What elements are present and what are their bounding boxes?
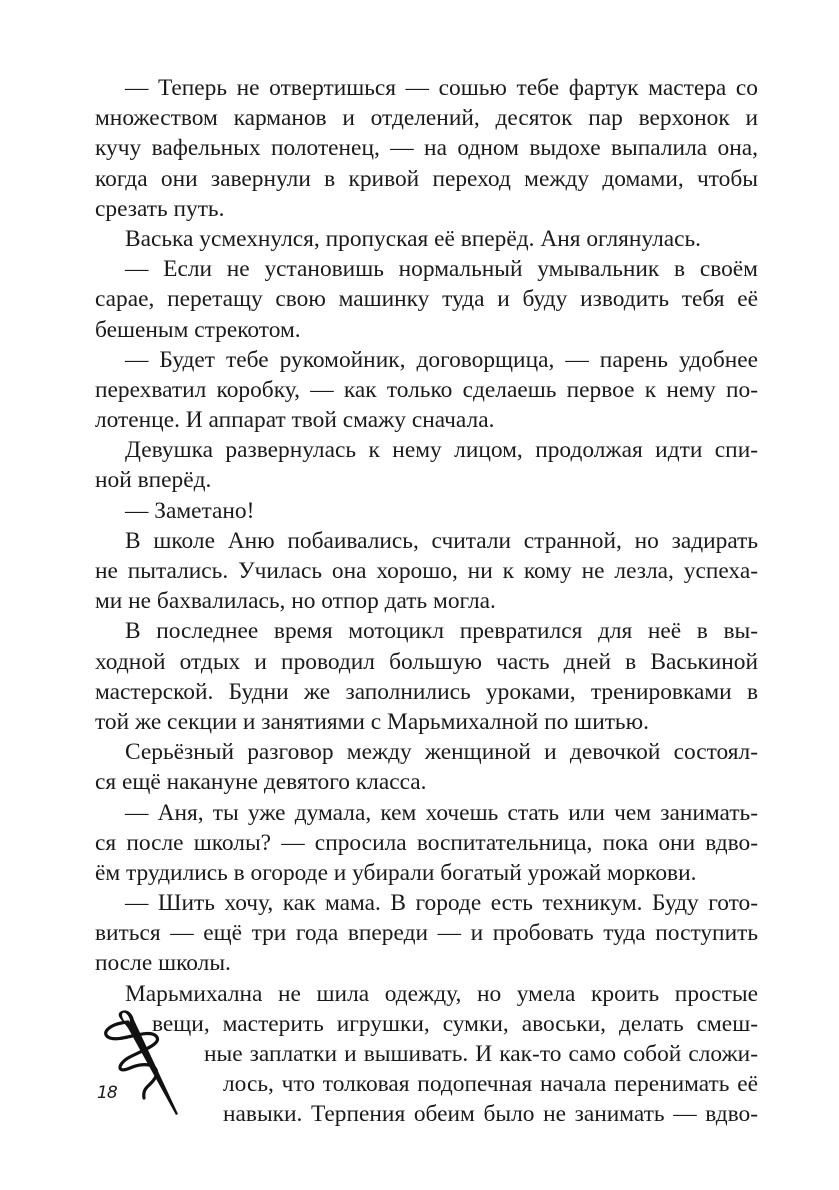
text-line: — Теперь не отвертишься — сошью тебе фартук мастера со — [125, 75, 758, 101]
text-line: В школе Аню побаивались, считали странной, но задирать — [125, 527, 758, 554]
text-line: ся после школы? — спросила воспитательница, пока они вдво- — [95, 829, 758, 856]
text-line: ся ещё накануне девятого класса. — [95, 769, 427, 796]
text-line: — Заметано! — [125, 497, 255, 524]
text-line: ные заплатки и вышивать. И как-то само собой сложи- — [204, 1041, 758, 1067]
text-line: В последнее время мотоцикл превратился для неё в вы- — [125, 618, 758, 645]
text-line: когда они завернули в кривой переход между домами, чтобы — [95, 165, 758, 192]
text-line: ми не бахвалилась, но отпор дать могла. — [95, 588, 496, 615]
text-line: кучу вафельных полотенец, — на одном выдохе выпалила она, — [95, 135, 758, 162]
text-line: — Шить хочу, как мама. В городе есть техникум. Буду гото- — [125, 890, 758, 917]
text-line: ной вперёд. — [95, 467, 212, 494]
text-line: не пытались. Училась она хорошо, ни к кому не лезла, успеха- — [95, 558, 758, 584]
text-line: бешеным стрекотом. — [95, 316, 301, 343]
body-text — [95, 73, 758, 1130]
page-number: 18 — [97, 1083, 117, 1103]
text-line: лотенце. И аппарат твой смажу сначала. — [95, 407, 495, 434]
text-line: Серьёзный разговор между женщиной и девочкой состоял- — [125, 739, 758, 766]
text-line: Девушка развернулась к нему лицом, продолжая идти спи- — [125, 437, 758, 464]
text-line: после школы. — [95, 950, 231, 977]
text-line: срезать путь. — [95, 195, 225, 222]
text-line: виться — ещё три года впереди — и пробовать туда поступить — [95, 920, 758, 947]
text-line: той же секции и занятиями с Марьмихалной по шитью. — [95, 708, 649, 735]
text-line: ходной отдых и проводил большую часть дней в Васькиной — [95, 648, 758, 675]
text-line: лось, что толковая подопечная начала перенимать её — [223, 1071, 758, 1098]
text-line: вещи, мастерить игрушки, сумки, авоськи, делать смеш- — [152, 1010, 758, 1037]
text-line: перехватил коробку, — как только сделаешь первое к нему по- — [95, 376, 758, 403]
text-line: множеством карманов и отделений, десяток пар верхонок и — [95, 105, 758, 132]
text-line: сарае, перетащу свою машинку туда и буду изводить тебя её — [95, 286, 758, 313]
text-line: ём трудились в огороде и убирали богатый урожай моркови. — [95, 859, 697, 886]
text-line: навыки. Терпения обеим было не занимать — вдво- — [223, 1101, 758, 1128]
text-line: — Будет тебе рукомойник, договорщица, — парень удобнее — [125, 346, 758, 373]
text-line: — Аня, ты уже думала, кем хочешь стать или чем занимать- — [125, 799, 758, 826]
text-line: Васька усмехнулся, пропуская её вперёд. Аня оглянулась. — [125, 225, 702, 252]
text-line: мастерской. Будни же заполнились уроками, тренировками в — [95, 678, 758, 705]
text-line: — Если не установишь нормальный умывальник в своём — [125, 256, 758, 283]
text-line: Марьмихална не шила одежду, но умела кроить простые — [125, 980, 758, 1007]
